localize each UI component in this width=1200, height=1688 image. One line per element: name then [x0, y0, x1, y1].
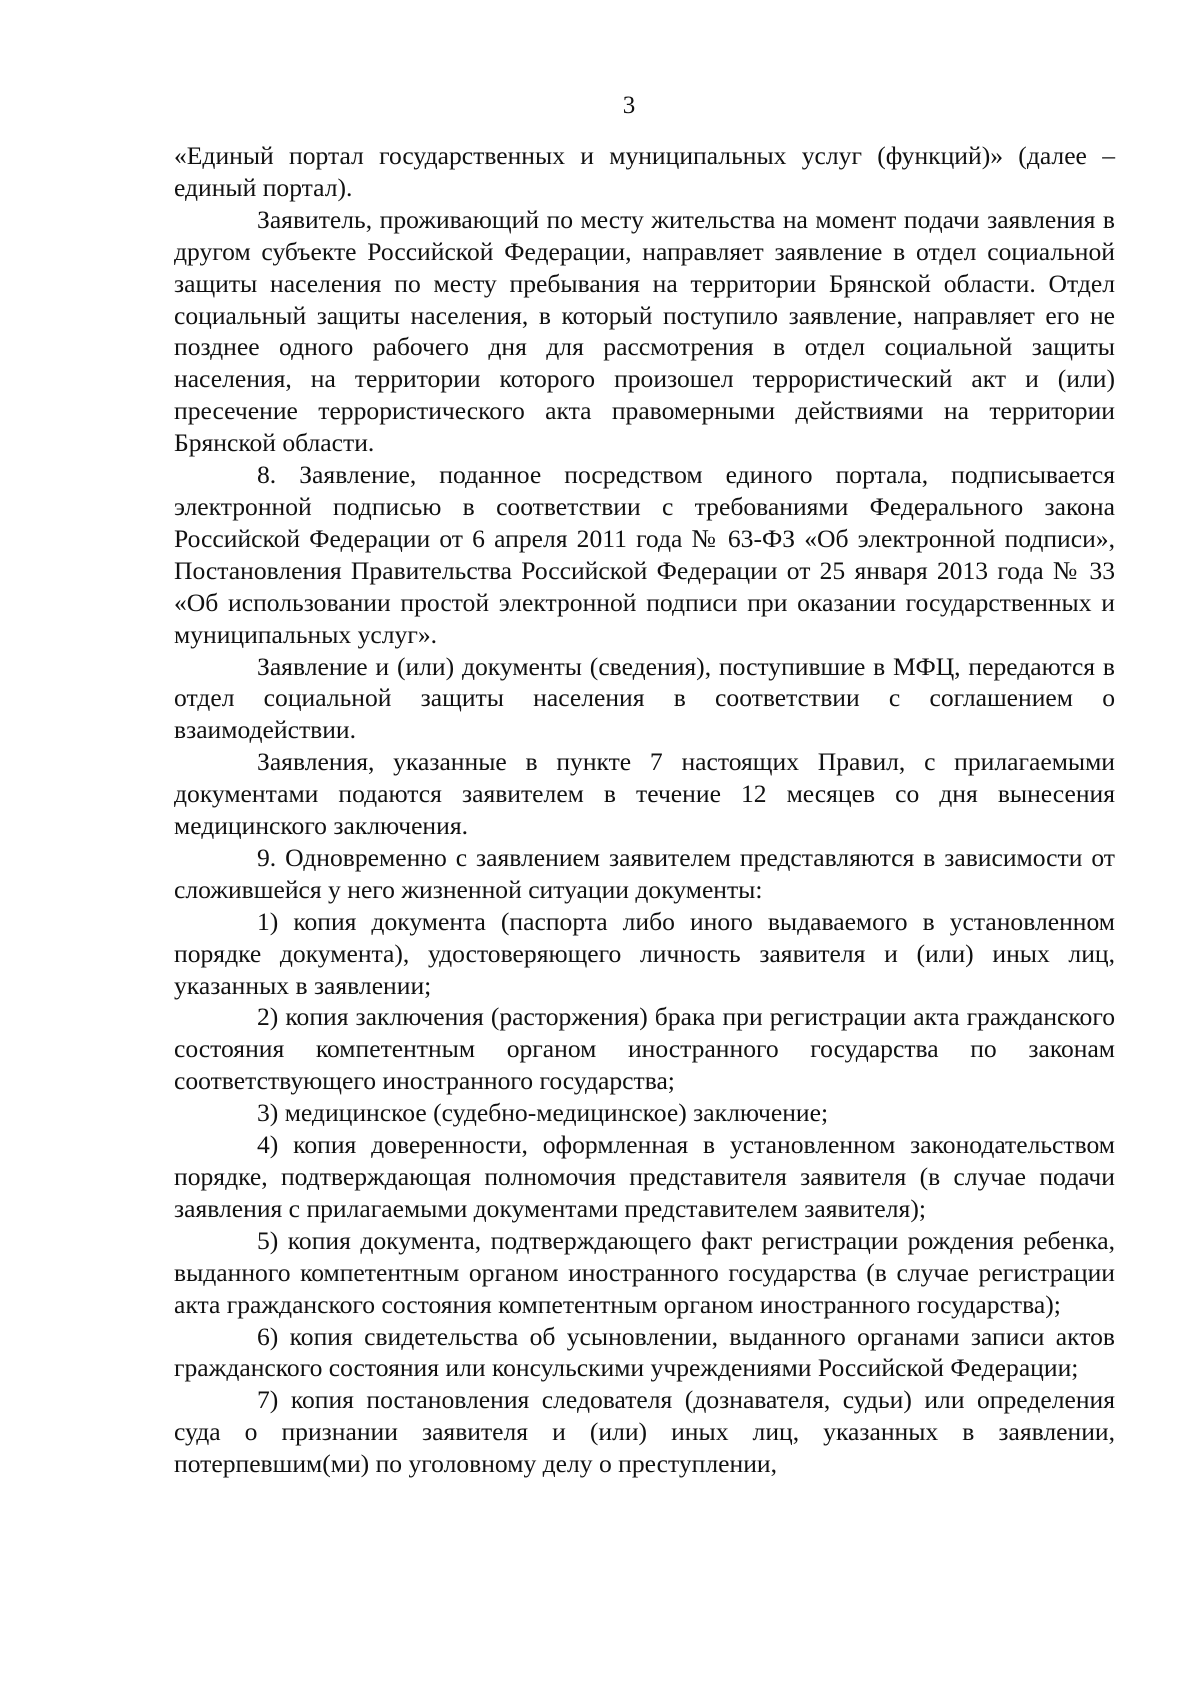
list-item-7: 7) копия постановления следователя (дознавателя, судьи) или определения суда о признании заявителя и (или) иных лиц, указанных в заявлении, потерпевшим(ми) по уголовному делу о преступлении,: [174, 1385, 1115, 1479]
paragraph-clause-9: 9. Одновременно с заявлением заявителем представляются в зависимости от сложившейся у него жизненной ситуации документы:: [174, 842, 1115, 904]
list-item-2: 2) копия заключения (расторжения) брака при регистрации акта гражданского состояния компетентным органом иностранного государства по законам соответствующего иностранного государства;: [174, 1002, 1115, 1096]
list-item-1: 1) копия документа (паспорта либо иного выдаваемого в установленном порядке документа), удостоверяющего личность заявителя и (или) иных лиц, указанных в заявлении;: [174, 906, 1115, 1000]
list-item-3: 3) медицинское (судебно-медицинское) заключение;: [257, 1098, 829, 1128]
paragraph-clause-8: 8. Заявление, поданное посредством единого портала, подписывается электронной подписью в соответствии с требованиями Федерального закона Российской Федерации от 6 апреля 2011 года № 63-ФЗ «Об электронной подписи», Постановления Правительства Российской Федерации от 25 января 2013 года № 33 «Об использовании простой электронной подписи при оказании государственных и муниципальных услуг».: [174, 460, 1115, 649]
document-body: [174, 140, 1115, 1480]
list-item-6: 6) копия свидетельства об усыновлении, выданного органами записи актов гражданского состояния или консульскими учреждениями Российской Федерации;: [174, 1321, 1115, 1383]
list-item-5: 5) копия документа, подтверждающего факт регистрации рождения ребенка, выданного компетентным органом иностранного государства (в случае регистрации акта гражданского состояния компетентным органом иностранного государства);: [174, 1225, 1115, 1319]
list-item-4: 4) копия доверенности, оформленная в установленном законодательством порядке, подтверждающая полномочия представителя заявителя (в случае подачи заявления с прилагаемыми документами представителем заявителя);: [174, 1130, 1115, 1223]
paragraph-submission-period: Заявления, указанные в пункте 7 настоящих Правил, с прилагаемыми документами подаются заявителем в течение 12 месяцев со дня вынесения медицинского заключения.: [174, 747, 1115, 841]
paragraph-applicant-residence: Заявитель, проживающий по месту жительства на момент подачи заявления в другом субъекте Российской Федерации, направляет заявление в отдел социальной защиты населения по месту пребывания на территории Брянской области. Отдел социальный защиты населения, в который поступило заявление, направляет его не позднее одного рабочего дня для рассмотрения в отдел социальной защиты населения, на территории которого произошел террористический акт и (или) пресечение террористического акта правомерными действиями на территории Брянской области.: [174, 204, 1115, 458]
paragraph-continuation: «Единый портал государственных и муниципальных услуг (функций)» (далее – единый портал).: [174, 141, 1115, 202]
page-number: 3: [622, 92, 636, 119]
paragraph-mfc-transfer: Заявление и (или) документы (сведения), поступившие в МФЦ, передаются в отдел социальной защиты населения в соответствии с соглашением о взаимодействии.: [174, 651, 1115, 745]
